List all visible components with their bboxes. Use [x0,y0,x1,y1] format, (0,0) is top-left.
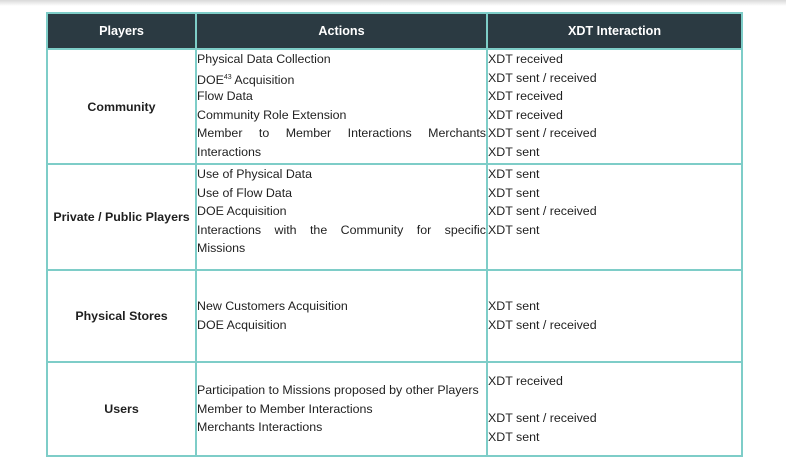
xdt-item: XDT sent / received [488,204,597,219]
actions-cell [196,270,487,362]
action-item: Member to Member Interactions [197,401,373,416]
xdt-cell [487,362,742,456]
xdt-item: XDT sent / received [488,70,597,85]
xdt-item: XDT received [488,89,563,104]
action-item: Use of Physical Data [197,167,313,181]
xdt-item: XDT sent [488,429,540,444]
player-cell: Users [47,362,196,456]
xdt-item: XDT received [488,107,563,122]
action-item: Interactions [197,144,262,159]
xdt-item: XDT sent [488,144,540,159]
player-cell: Private / Public Players [47,164,196,270]
xdt-item: XDT sent [488,167,540,181]
action-item [197,69,486,88]
header-actions: Actions [196,13,487,49]
action-item: Flow Data [197,89,253,104]
table-header-row [47,13,742,49]
footnote-marker: 43 [223,73,232,81]
actions-cell [196,362,487,456]
xdt-item: XDT received [488,373,563,388]
action-text: Acquisition [234,72,295,87]
xdt-item: XDT sent / received [488,126,597,141]
table-row-users [47,362,742,456]
xdt-spacer [488,390,741,409]
xdt-cell [487,164,742,270]
xdt-item: XDT received [488,52,563,66]
players-actions-table [46,12,743,457]
action-item: Physical Data Collection [197,52,331,66]
xdt-item: XDT sent [488,222,540,237]
action-item: Use of Flow Data [197,185,293,200]
xdt-item: XDT sent [488,299,540,314]
xdt-item: XDT sent / received [488,318,597,332]
actions-cell [196,164,487,270]
action-item: Member to Member Interactions Merchants [197,126,486,141]
header-players: Players [47,13,196,49]
xdt-item: XDT sent [488,185,540,200]
action-item: DOE Acquisition [197,204,287,219]
actions-cell [196,49,487,164]
action-item: Participation to Missions proposed by other Players [197,383,479,398]
player-cell: Physical Stores [47,270,196,362]
header-xdt-interaction: XDT Interaction [487,13,742,49]
table-row-private-public-players [47,164,742,270]
action-item: Merchants Interactions [197,420,323,435]
table-row-physical-stores [47,270,742,362]
action-item: Community Role Extension [197,107,347,122]
action-item: Interactions with the Community for specific Missions [197,222,486,256]
xdt-cell [487,49,742,164]
action-text: DOE [197,72,224,87]
top-edge-shadow [0,0,786,6]
table-row-community [47,49,742,164]
action-item: DOE Acquisition [197,318,287,332]
player-cell: Community [47,49,196,164]
action-item: New Customers Acquisition [197,299,348,314]
xdt-item: XDT sent / received [488,411,597,425]
xdt-cell [487,270,742,362]
